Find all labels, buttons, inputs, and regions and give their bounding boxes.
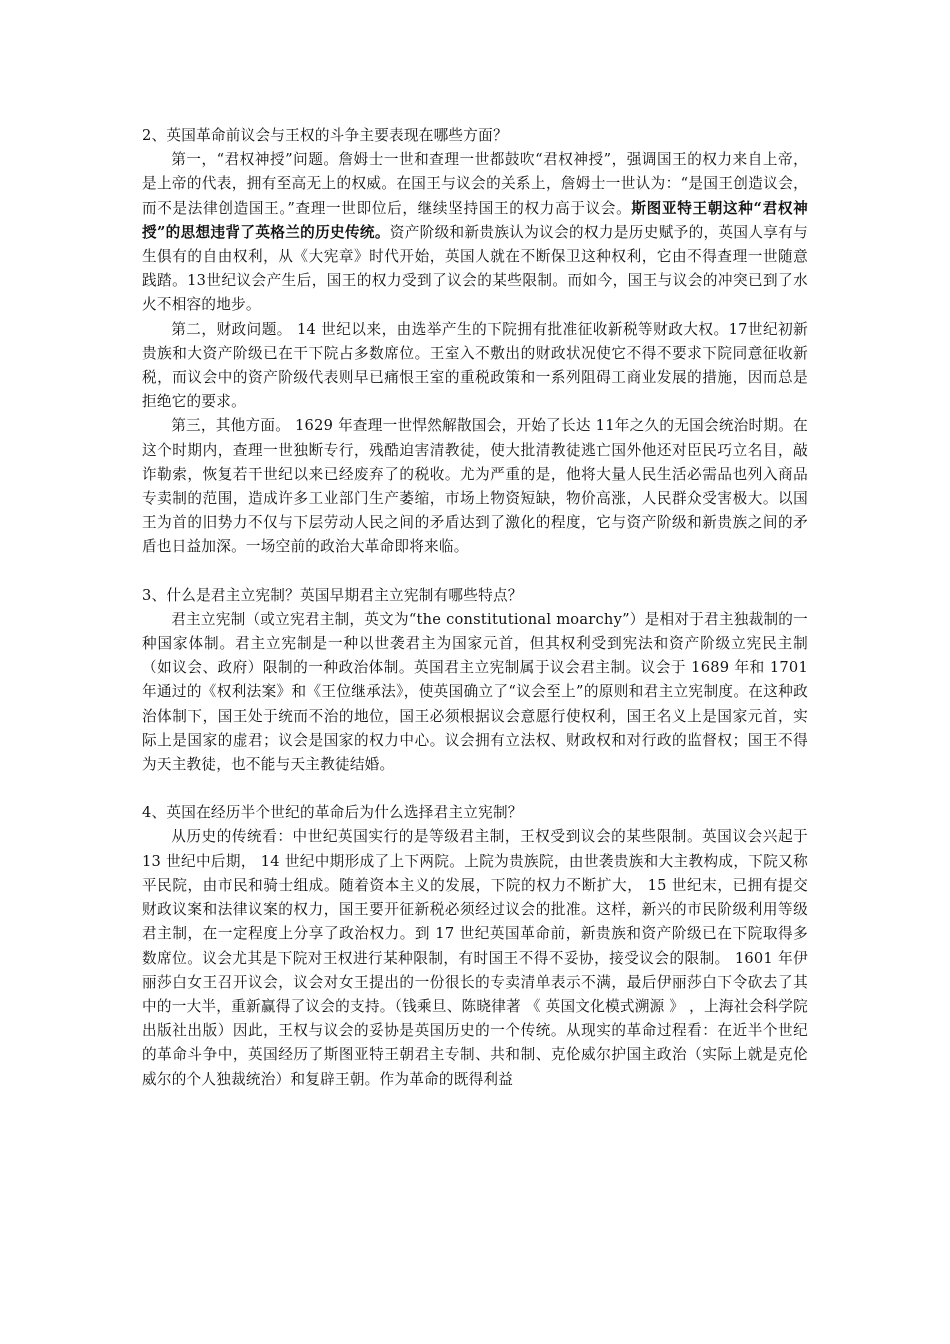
section-q2 xyxy=(142,124,808,560)
section-q4 xyxy=(142,801,808,1091)
section-q3 xyxy=(142,584,808,778)
paragraph xyxy=(142,148,808,317)
question-heading: 4、英国在经历半个世纪的革命后为什么选择君主立宪制？ xyxy=(142,804,523,822)
paragraph: 第三，其他方面。 1629 年查理一世悍然解散国会，开始了长达 11年之久的无国会统治时期。在这个时期内，查理一世独断专行，残酷迫害清教徒，使大批清教徒逃亡国外他还对臣民巧立名目，敲诈勒索，恢复若干世纪以来已经废弃了的税收。尤为严重的是，他将大量人民生活必需品也列入商品专卖制的范围，造成许多工业部门生产萎缩，市场上物资短缺，物价高涨，人民群众受害极大。以国王为首的旧势力不仅与下层劳动人民之间的矛盾达到了激化的程度，它与资产阶级和新贵族之间的矛盾也日益加深。一场空前的政治大革命即将来临。 xyxy=(142,417,808,556)
paragraph: 从历史的传统看：中世纪英国实行的是等级君主制，王权受到议会的某些限制。英国议会兴起于 13 世纪中后期， 14 世纪中期形成了上下两院。上院为贵族院，由世袭贵族和大主教构成，下院又称平民院，由市民和骑士组成。随着资本主义的发展，下院的权力不断扩大， 15 世纪末，已拥有提交财政议案和法律议案的权力，国王要开征新税必须经过议会的批准。这样，新兴的市民阶级利用等级君主制，在一定程度上分享了政治权力。到 17 世纪英国革命前，新贵族和资产阶级已在下院取得多数席位。议会尤其是下院对王权进行某种限制，有时国王不得不妥协，接受议会的限制。 1601 年伊丽莎白女王召开议会，议会对女王提出的一份很长的专卖清单表示不满，最后伊丽莎白下令砍去了其中的一大半，重新赢得了议会的支持。（钱乘旦、陈晓律著 《 英国文化模式溯源 》 ，上海社会科学院出版社出版）因此，王权与议会的妥协是英国历史的一个传统。从现实的革命过程看：在近半个世纪的革命斗争中，英国经历了斯图亚特王朝君主专制、共和制、克伦威尔护国主政治（实际上就是克伦威尔的个人独裁统治）和复辟王朝。作为革命的既得利益 xyxy=(142,828,808,1088)
paragraph-text: 第一，“君权神授”问题。詹姆士一世和查理一世都鼓吹“君权神授”，强调国王的权力来自上帝，是上帝的代表，拥有至高无上的权威。在国王与议会的关系上，詹姆士一世认为：“是国王创造议会，而不是法律创造国王。”查理一世即位后，继续坚持国王的权力高于议会。 xyxy=(142,151,808,217)
bold-emphasis-text: 斯图亚特王朝这种“君权神授”的思想违背了英格兰的历史传统。 xyxy=(142,199,808,241)
document-page xyxy=(142,124,808,1092)
paragraph-text: 资产阶级和新贵族认为议会的权力是历史赋予的，英国人享有与生俱有的自由权利，从《大宪章》时代开始，英国人就在不断保卫这种权利，它由不得查理一世随意践踏。13世纪议会产生后，国王的权力受到了议会的某些限制。而如今，国王与议会的冲突已到了水火不相容的地步。 xyxy=(142,223,808,314)
question-heading: 3、什么是君主立宪制？英国早期君主立宪制有哪些特点？ xyxy=(142,586,523,604)
paragraph: 君主立宪制（或立宪君主制，英文为“the constitutional moarchy”）是相对于君主独裁制的一种国家体制。君主立宪制是一种以世袭君主为国家元首，但其权利受到宪法和资产阶级立宪民主制（如议会、政府）限制的一种政治体制。英国君主立宪制属于议会君主制。议会于 1689 年和 1701 年通过的《权利法案》和《王位继承法》，使英国确立了“议会至上”的原则和君主立宪制度。在这种政治体制下，国王处于统而不治的地位，国王必须根据议会意愿行使权利，国王名义上是国家元首，实际上是国家的虚君；议会是国家的权力中心。议会拥有立法权、财政权和对行政的监督权；国王不得为天主教徒，也不能与天主教徒结婚。 xyxy=(142,610,808,774)
paragraph: 第二，财政问题。 14 世纪以来，由选举产生的下院拥有批准征收新税等财政大权。17世纪初新贵族和大资产阶级已在干下院占多数席位。王室入不敷出的财政状况使它不得不要求下院同意征收新税，而议会中的资产阶级代表则早已痛恨王室的重税政策和一系列阻碍工商业发展的措施，因而总是拒绝它的要求。 xyxy=(142,320,808,411)
question-heading: 2、英国革命前议会与王权的斗争主要表现在哪些方面？ xyxy=(142,127,508,144)
